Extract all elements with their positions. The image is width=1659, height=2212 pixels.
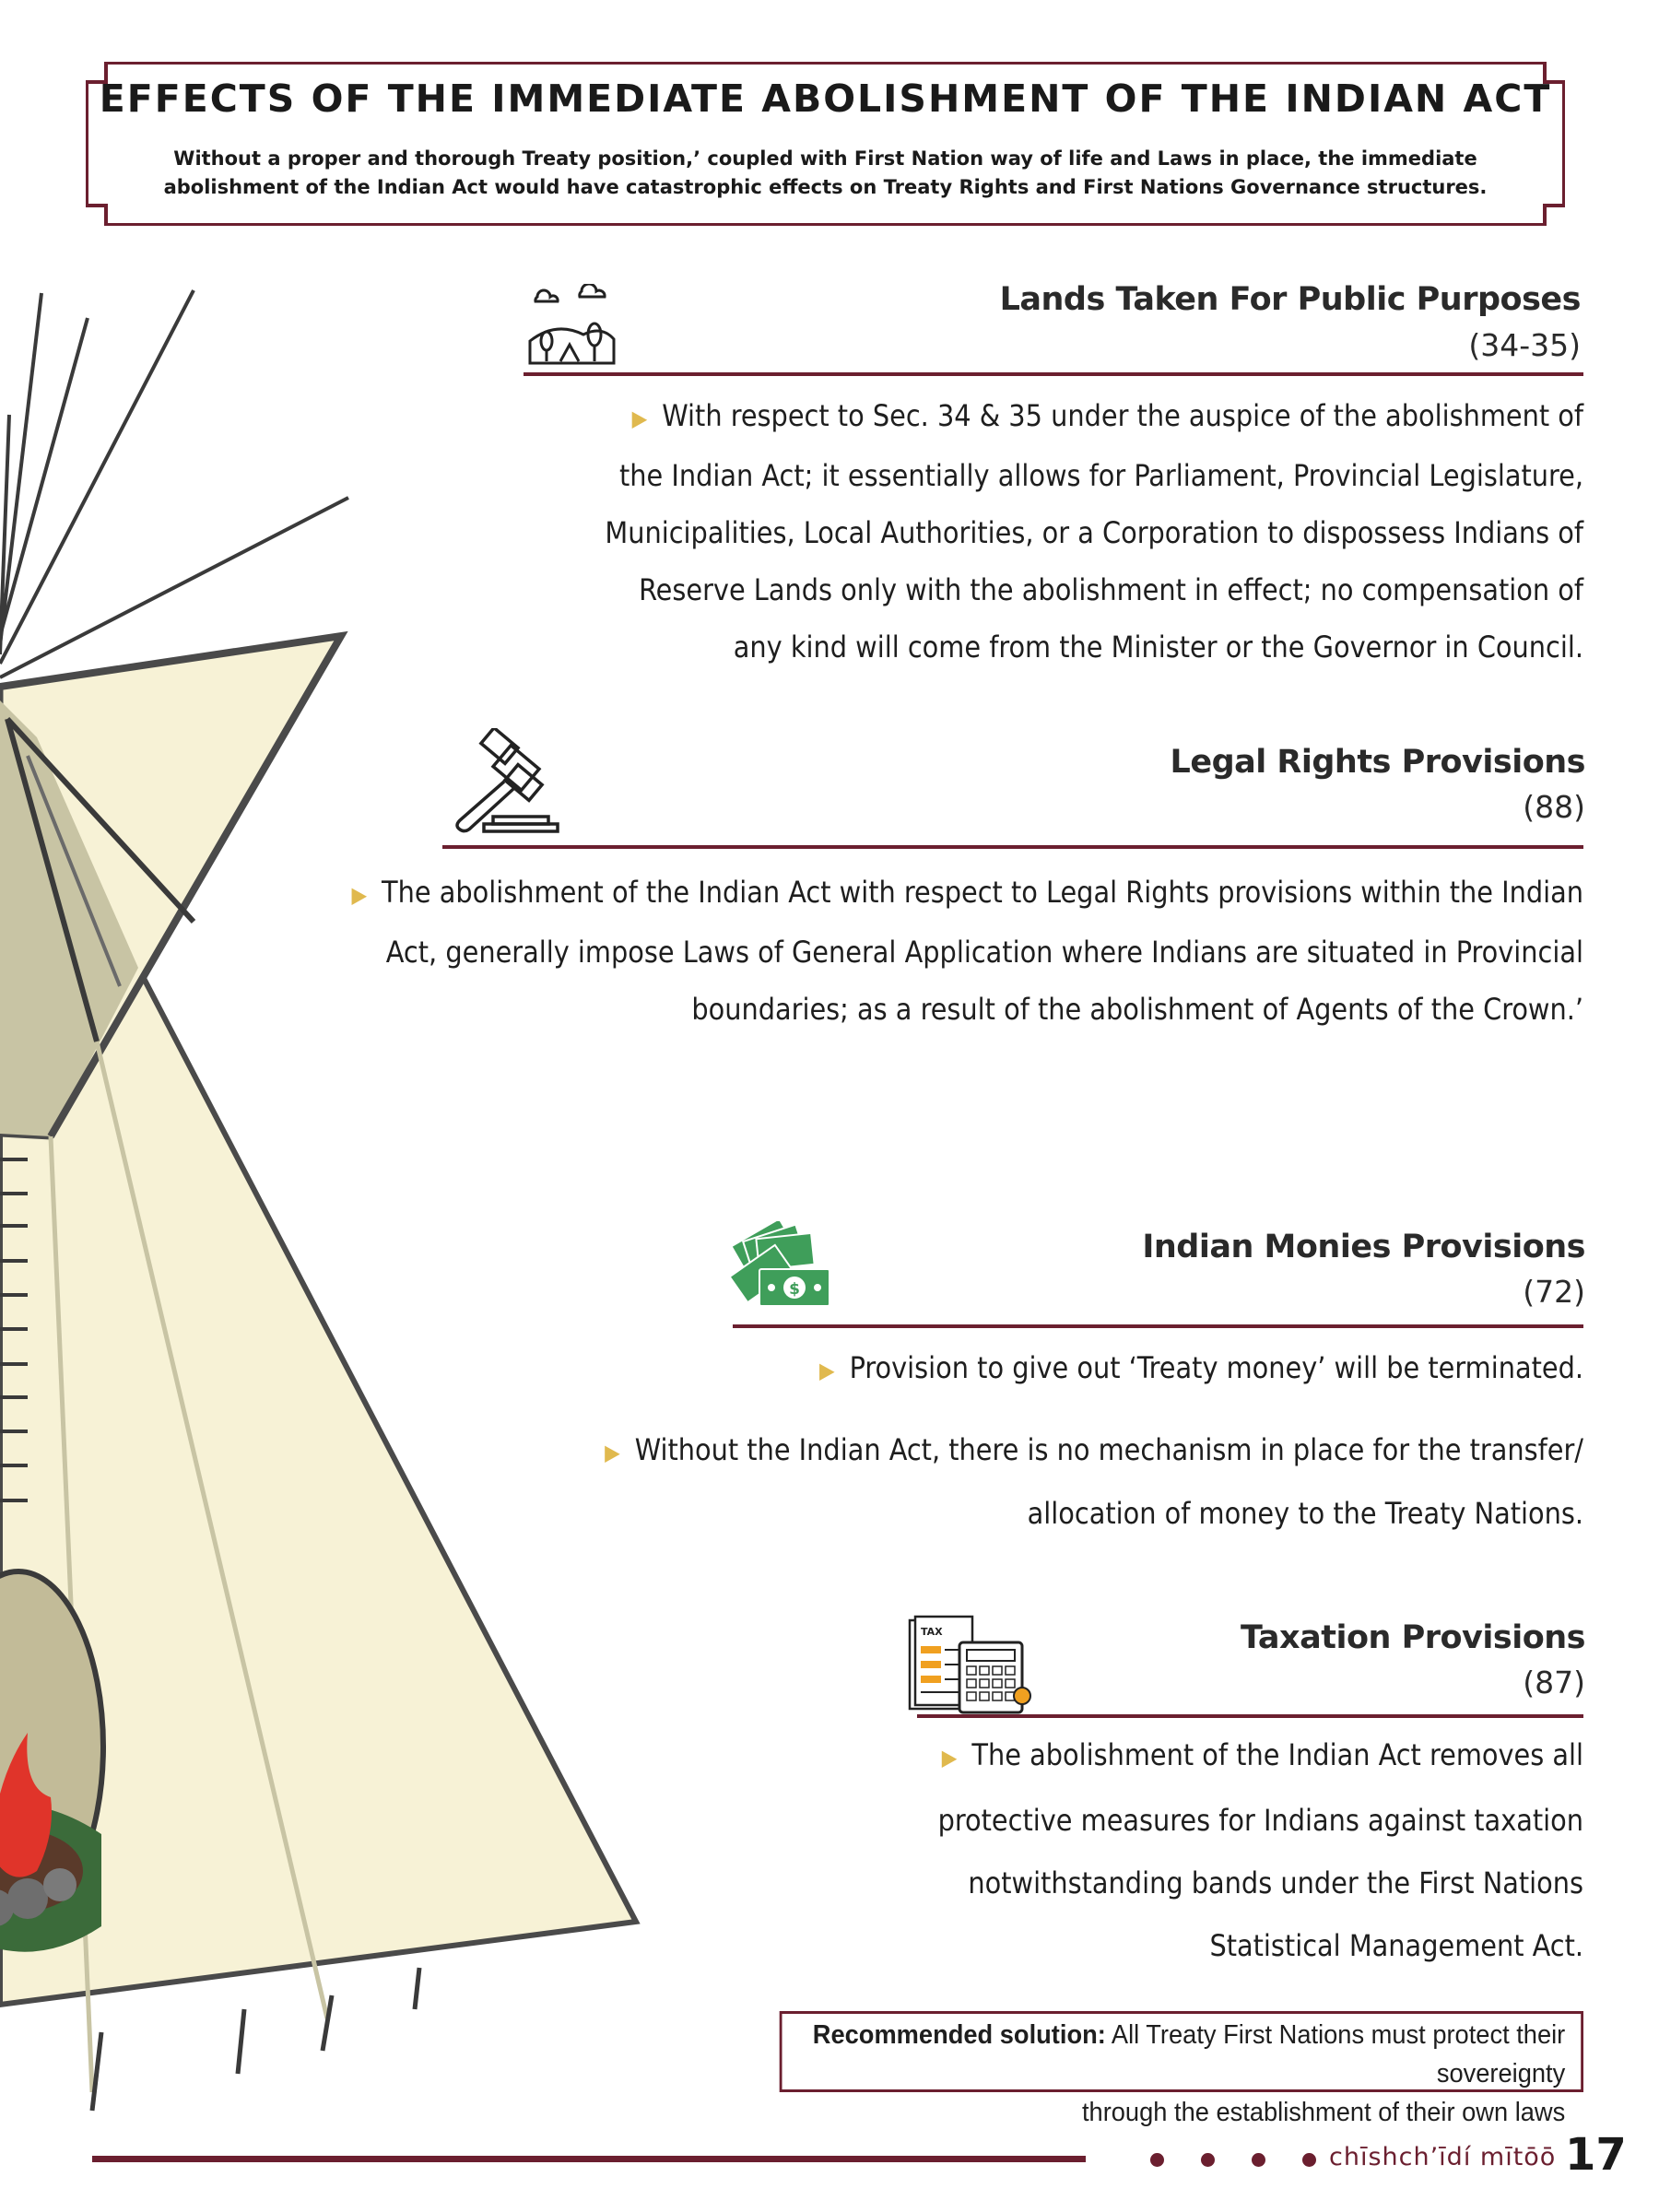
section-body-lands: ▶ With respect to Sec. 34 & 35 under the auspice of the abolishment of the Indian Act; it essentially allows for Parliament, Provincial Legislature, Municipalities, Local Authorities, or a Corporation to dispossess Indians of Reserve Lands only with the abolishment in effect; no compensation of any kind will come from the Minister or the Governor in Council. (605, 398, 1583, 665)
bullet-icon: ▶ (351, 882, 368, 908)
recommendation-box (780, 2011, 1583, 2127)
section-body-monies-1: ▶ Provision to give out ‘Treaty money’ will be terminated. (819, 1350, 1583, 1385)
section-title-monies: Indian Monies Provisions (1142, 1229, 1585, 1265)
svg-text:$: $ (789, 1280, 800, 1299)
page-title: EFFECTS OF THE IMMEDIATE ABOLISHMENT OF THE INDIAN ACT (99, 76, 1552, 121)
section-code-legal: (88) (1523, 789, 1585, 825)
footer-rule (92, 2156, 1086, 2162)
section-body-taxation: ▶ The abolishment of the Indian Act removes all protective measures for Indians against taxation notwithstanding bands under the First Nations Statistical Management Act. (937, 1737, 1583, 1963)
recommendation-text-line2: through the establishment of their own laws (1081, 2098, 1566, 2127)
recommendation-label: Recommended solution: (812, 2020, 1106, 2050)
section-body-monies-2: ▶ Without the Indian Act, there is no mechanism in place for the transfer/ allocation of money to the Treaty Nations. (605, 1432, 1583, 1531)
bullet-icon: ▶ (631, 406, 648, 431)
header-box (86, 62, 1565, 226)
recommendation-text-line1: All Treaty First Nations must protect their sovereignty (1105, 2020, 1566, 2088)
section-body-legal: ▶ The abolishment of the Indian Act with respect to Legal Rights provisions within the Indian Act, generally impose Laws of General Application where Indians are situated in Provincial boundaries; as a result of the abolishment of Agents of the Crown.’ (351, 875, 1583, 1027)
footer-dot (1150, 2153, 1164, 2167)
footer-brand: chīshch’īdí mītōō (1329, 2143, 1557, 2171)
section-title-legal: Legal Rights Provisions (1170, 744, 1585, 781)
money-icon (728, 1221, 834, 1309)
svg-text:TAX: TAX (921, 1626, 943, 1638)
page-subtitle: Without a proper and thorough Treaty position,’ coupled with First Nation way of life and Laws in place, the immediate abolishment of the Indian Act would have catastrophic effects on Treaty Rights and First Nations Governance structures. (163, 147, 1488, 198)
section-code-lands: (34-35) (1468, 327, 1581, 363)
landscape-icon (528, 284, 616, 367)
section-title-taxation: Taxation Provisions (1241, 1619, 1585, 1656)
section-code-monies: (72) (1523, 1274, 1585, 1310)
section-rule-monies (733, 1324, 1583, 1328)
bullet-icon: ▶ (941, 1745, 958, 1771)
section-rule-taxation (917, 1714, 1583, 1718)
gavel-icon (447, 728, 567, 834)
footer-dot (1302, 2153, 1316, 2167)
tax-calculator-icon (908, 1615, 1037, 1716)
bullet-icon: ▶ (819, 1358, 835, 1383)
footer-dot (1201, 2153, 1215, 2167)
section-title-lands: Lands Taken For Public Purposes (999, 281, 1581, 318)
section-rule-lands (524, 372, 1583, 376)
section-rule-legal (442, 845, 1583, 849)
section-code-taxation: (87) (1523, 1665, 1585, 1700)
bullet-icon: ▶ (605, 1440, 620, 1465)
footer-dot (1252, 2153, 1265, 2167)
page-number: 17 (1565, 2129, 1627, 2181)
